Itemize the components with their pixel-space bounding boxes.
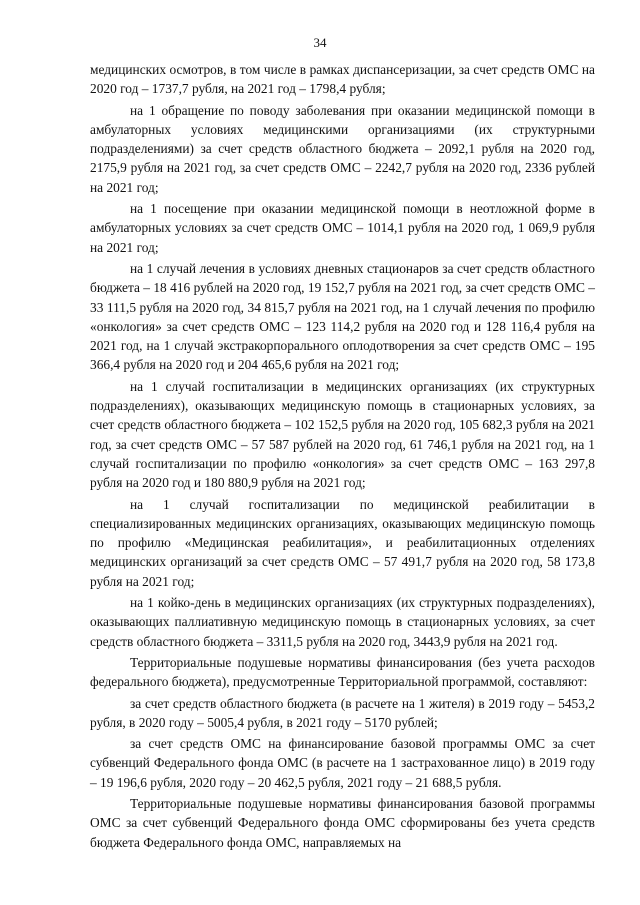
page-body: [90, 60, 595, 854]
paragraph-7: на 1 койко-день в медицинских организациях (их структурных подразделениях), оказывающих паллиативную медицинскую помощь в стационарных условиях, за счет средств областного бюджета – 3311,5 рубля на 2020 год, 3443,9 рубля на 2021 год.: [90, 595, 595, 649]
paragraph-2: на 1 обращение по поводу заболевания при оказании медицинской помощи в амбулаторных условиях медицинскими организациями (их структурными подразделениями) за счет средств областного бюджета – 2092,1 рубля на 2020 год, 2175,9 рубля на 2021 год, за счет средств ОМС – 2242,7 рубля на 2020 год, 2336 рублей на 2021 год;: [90, 102, 595, 195]
paragraph-4: на 1 случай лечения в условиях дневных стационаров за счет средств областного бюджета – 18 416 рублей на 2020 год, 19 152,7 рубля на 2021 год, за счет средств ОМС – 33 111,5 рубля на 2020 год, 34 815,7 рубля на 2021 год, на 1 случай лечения по профилю «онкология» за счет средств ОМС – 123 114,2 рубля на 2020 год и 128 116,4 рубля на 2021 год, на 1 случай экстракорпорального оплодотворения за счет средств ОМС – 195 366,4 рубля на 2020 год и 204 465,6 рубля на 2021 год;: [90, 260, 595, 373]
paragraph-3: на 1 посещение при оказании медицинской помощи в неотложной форме в амбулаторных условиях за счет средств ОМС – 1014,1 рубля на 2020 год, 1 069,9 рубля на 2021 год;: [90, 201, 595, 255]
page-number: 34: [313, 35, 327, 50]
paragraph-8: Территориальные подушевые нормативы финансирования (без учета расходов федерального бюджета), предусмотренные Территориальной программой, составляют:: [90, 654, 595, 690]
paragraph-11: Территориальные подушевые нормативы финансирования базовой программы ОМС за счет субвенций Федерального фонда ОМС сформированы без учета средств бюджета Федерального фонда ОМС, направляемых на: [90, 795, 595, 850]
paragraph-1: медицинских осмотров, в том числе в рамках диспансеризации, за счет средств ОМС на 2020 год – 1737,7 рубля, на 2021 год – 1798,4 рубля;: [90, 62, 595, 97]
paragraph-5: на 1 случай госпитализации в медицинских организациях (их структурных подразделениях), оказывающих медицинскую помощь в стационарных условиях, за счет средств областного бюджета – 102 152,5 рубля на 2020 год, 105 682,3 рубля на 2021 год, за счет средств ОМС – 57 587 рублей на 2020 год, 61 746,1 рубля на 2021 год, на 1 случай госпитализации по профилю «онкология» за счет средств ОМС – 163 297,8 рубля на 2020 год и 180 880,9 рубля на 2021 год;: [90, 378, 595, 491]
paragraph-9: за счет средств областного бюджета (в расчете на 1 жителя) в 2019 году – 5453,2 рубля, в 2020 году – 5005,4 рубля, в 2021 году – 5170 рублей;: [90, 695, 595, 730]
paragraph-10: за счет средств ОМС на финансирование базовой программы ОМС за счет субвенций Федерального фонда ОМС (в расчете на 1 застрахованное лицо) в 2019 году – 19 196,6 рубля, 2020 году – 20 462,5 рубля, 2021 году – 21 688,5 рубля.: [90, 736, 595, 790]
paragraph-6: на 1 случай госпитализации по медицинской реабилитации в специализированных медицинских организациях, оказывающих медицинскую помощь по профилю «Медицинская реабилитация», и реабилитационных отделениях медицинских организаций за счет средств ОМС – 57 491,7 рубля на 2020 год, 58 173,8 рубля на 2021 год;: [90, 496, 595, 589]
